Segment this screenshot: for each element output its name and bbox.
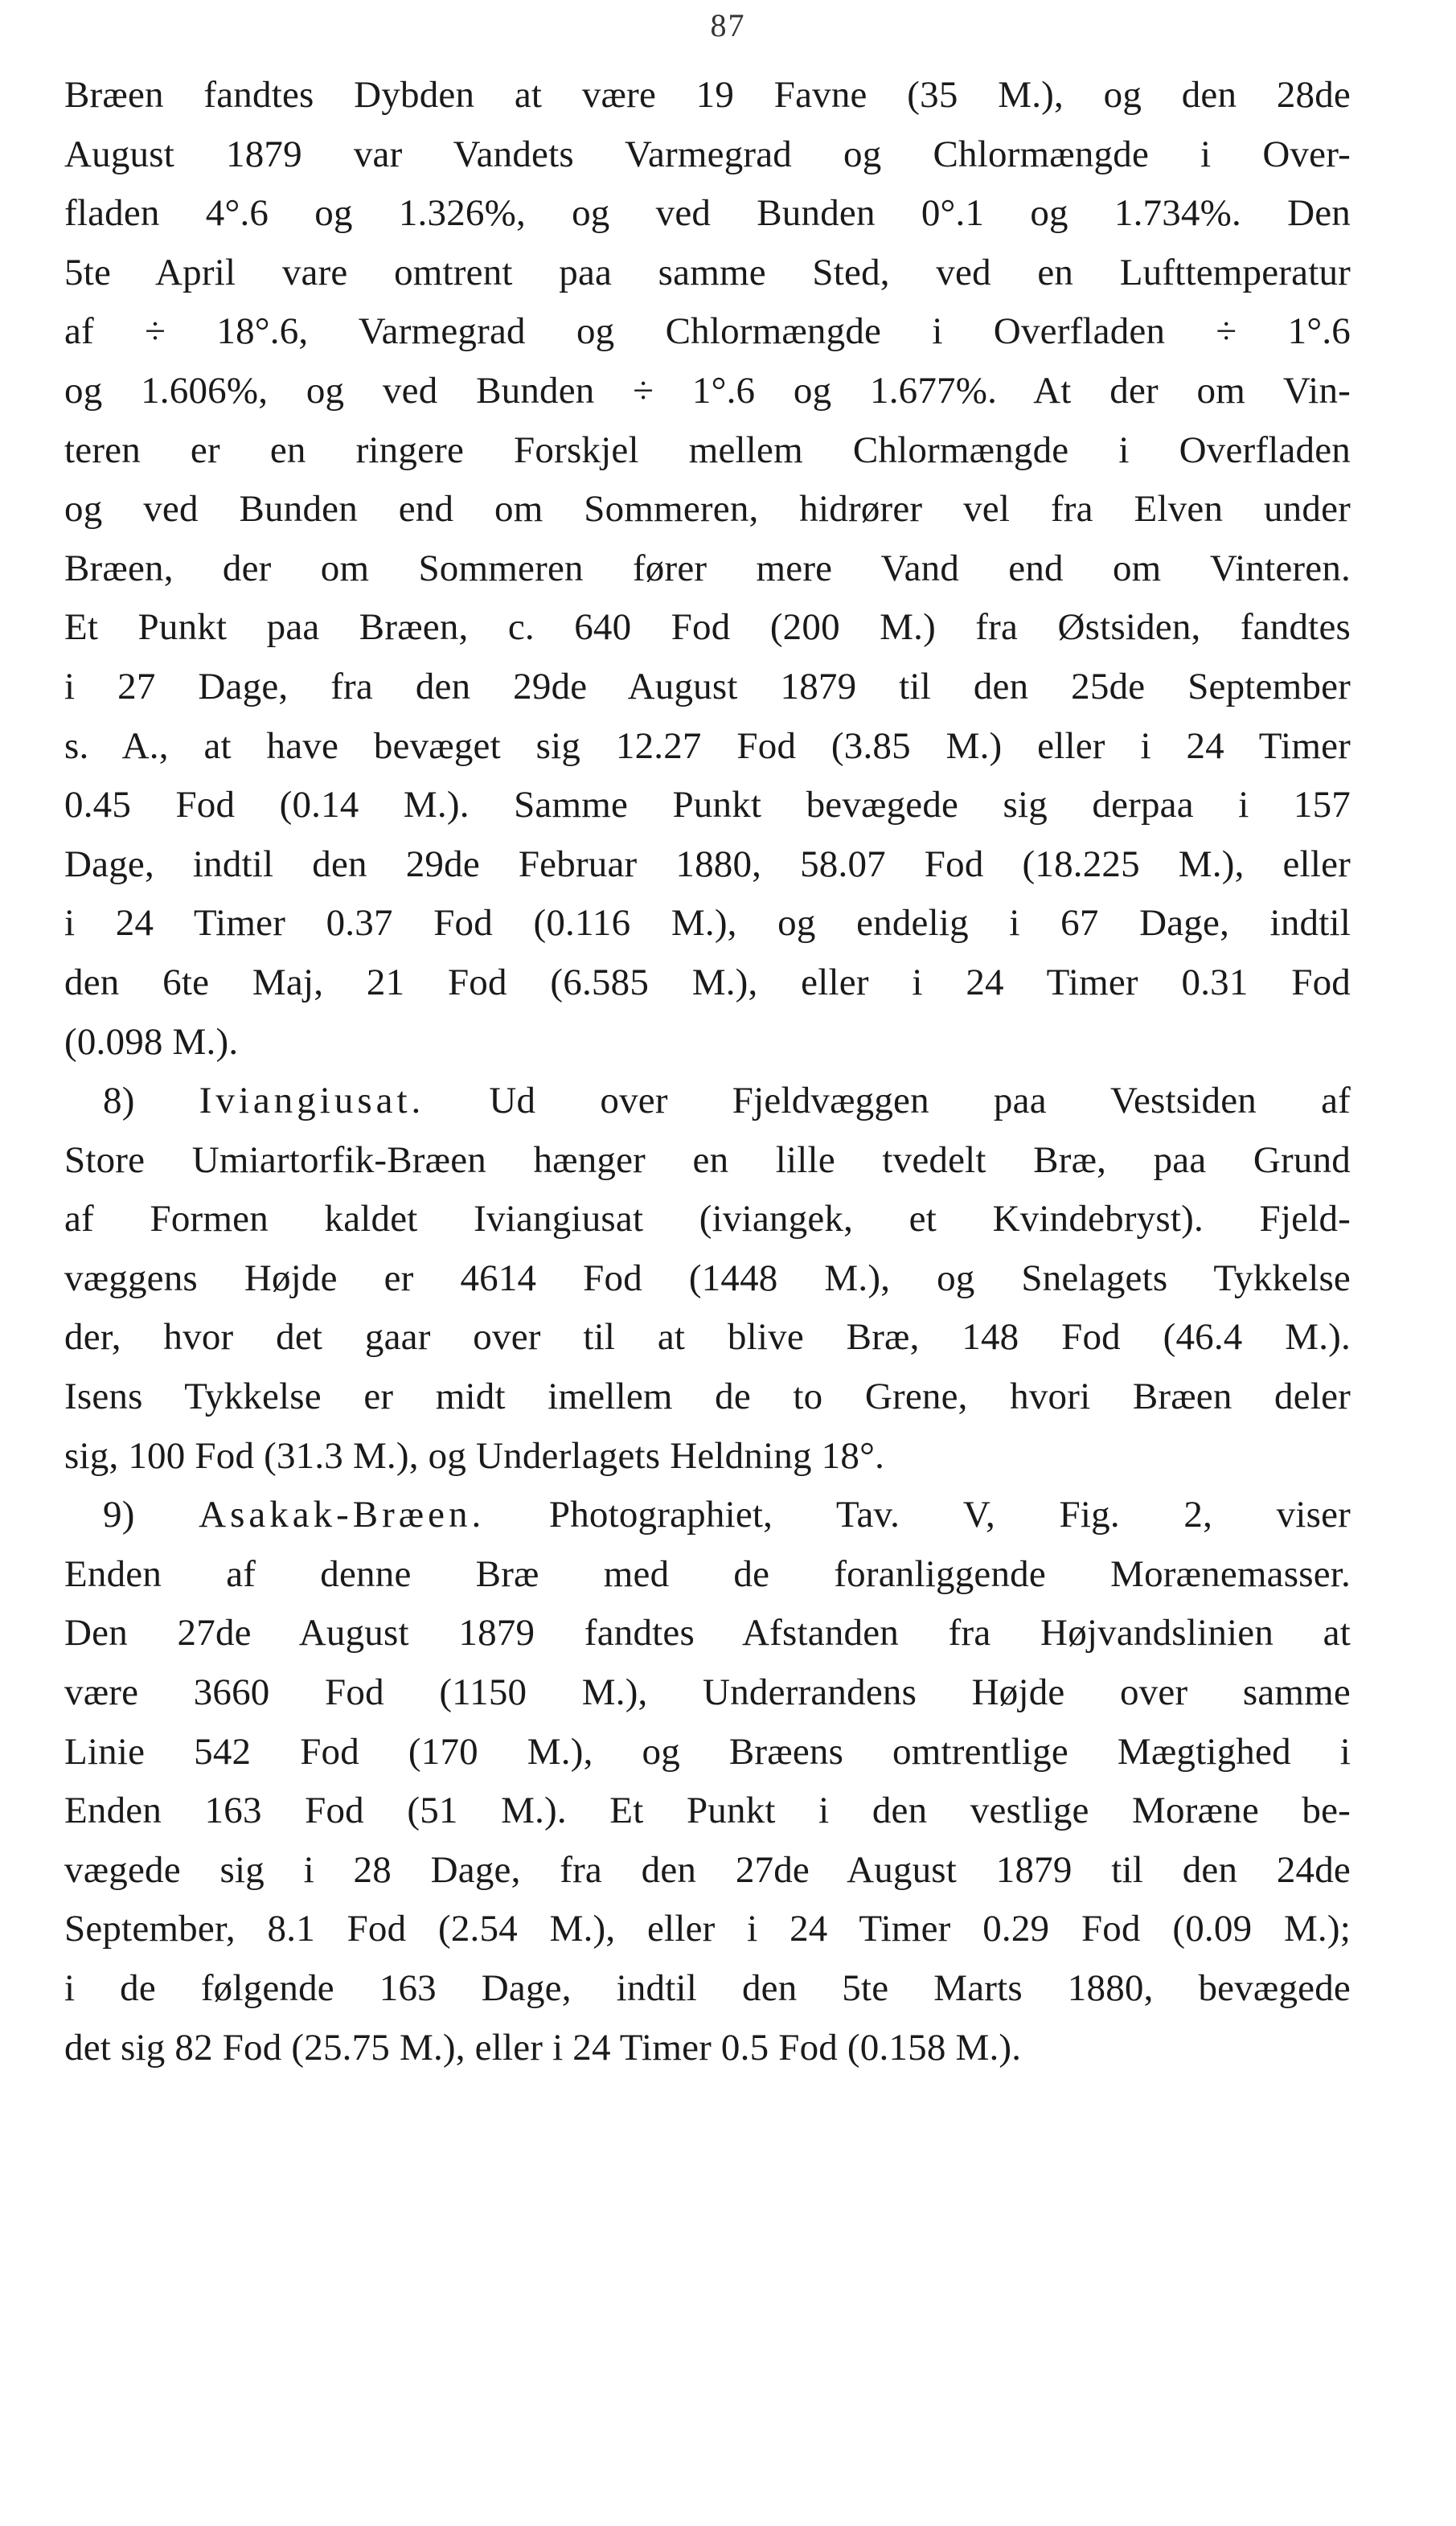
text-line: sig, 100 Fod (31.3 M.), og Underlagets Heldning 18°. xyxy=(64,1434,885,1477)
section-heading: Asakak-Bræen. xyxy=(199,1494,486,1536)
section-first-line xyxy=(64,1072,1351,1131)
section-first-line xyxy=(64,1486,1351,1545)
text-line: i de følgende 163 Dage, indtil den 5te Marts 1880, bevægede xyxy=(64,1967,1351,2009)
text-line: og ved Bunden end om Sommeren, hidrører vel fra Elven under xyxy=(64,488,1351,531)
text-line: Et Punkt paa Bræen, c. 640 Fod (200 M.) fra Østsiden, fandtes xyxy=(64,606,1351,649)
page-number: 87 xyxy=(710,7,746,43)
text-line: og 1.606%, og ved Bunden ÷ 1°.6 og 1.677%. At der om Vin- xyxy=(64,369,1351,412)
text-line: i 24 Timer 0.37 Fod (0.116 M.), og endelig i 67 Dage, indtil xyxy=(64,902,1351,945)
text-line: det sig 82 Fod (25.75 M.), eller i 24 Timer 0.5 Fod (0.158 M.). xyxy=(64,2026,1022,2069)
text-line: Enden af denne Bræ med de foranliggende Morænemasser. xyxy=(64,1552,1351,1595)
paragraph-bunden-measurements xyxy=(64,66,1351,1072)
text-line: September, 8.1 Fod (2.54 M.), eller i 24 Timer 0.29 Fod (0.09 M.); xyxy=(64,1908,1351,1950)
text-line: teren er en ringere Forskjel mellem Chlormængde i Overfladen xyxy=(64,429,1351,471)
text-line: 5te April vare omtrent paa samme Sted, ved en Lufttemperatur xyxy=(64,251,1351,293)
section-heading: Iviangiusat. xyxy=(199,1080,425,1122)
text-line: være 3660 Fod (1150 M.), Underrandens Højde over samme xyxy=(64,1671,1351,1714)
text-line: Isens Tykkelse er midt imellem de to Grene, hvori Bræen deler xyxy=(64,1376,1351,1418)
text-line-fragment: Photographiet, Tav. V, Fig. 2, viser xyxy=(548,1494,1351,1536)
text-line: af ÷ 18°.6, Varmegrad og Chlormængde i Overfladen ÷ 1°.6 xyxy=(64,310,1351,353)
text-line: den 6te Maj, 21 Fod (6.585 M.), eller i 24 Timer 0.31 Fod xyxy=(64,961,1351,1003)
text-line: Enden 163 Fod (51 M.). Et Punkt i den vestlige Moræne be- xyxy=(64,1790,1351,1832)
text-line: vægede sig i 28 Dage, fra den 27de August 1879 til den 24de xyxy=(64,1848,1351,1891)
text-line: Linie 542 Fod (170 M.), og Bræens omtrentlige Mægtighed i xyxy=(64,1730,1351,1773)
text-line: væggens Højde er 4614 Fod (1448 M.), og Snelagets Tykkelse xyxy=(64,1257,1351,1299)
text-line: Bræen, der om Sommeren fører mere Vand end om Vinteren. xyxy=(64,547,1351,589)
section-number: 8) xyxy=(103,1080,135,1122)
text-line: Bræen fandtes Dybden at være 19 Favne (35 M.), og den 28de xyxy=(64,74,1351,116)
paragraph-asakak-braeen xyxy=(64,1486,1351,2077)
text-line: i 27 Dage, fra den 29de August 1879 til den 25de September xyxy=(64,665,1351,707)
text-line: Den 27de August 1879 fandtes Afstanden fra Højvandslinien at xyxy=(64,1612,1351,1655)
text-line: (0.098 M.). xyxy=(64,1020,239,1063)
text-line: der, hvor det gaar over til at blive Bræ, 148 Fod (46.4 M.). xyxy=(64,1316,1351,1359)
text-line: fladen 4°.6 og 1.326%, og ved Bunden 0°.1 og 1.734%. Den xyxy=(64,192,1351,235)
text-line: af Formen kaldet Iviangiusat (iviangek, et Kvindebryst). Fjeld- xyxy=(64,1198,1351,1240)
paragraph-iviangiusat xyxy=(64,1072,1351,1486)
text-line: Dage, indtil den 29de Februar 1880, 58.07 Fod (18.225 M.), eller xyxy=(64,843,1351,885)
text-line: Store Umiartorfik-Bræen hænger en lille tvedelt Bræ, paa Grund xyxy=(64,1138,1351,1181)
section-number: 9) xyxy=(103,1494,135,1536)
text-line-fragment: Ud over Fjeldvæggen paa Vestsiden af xyxy=(489,1080,1351,1122)
text-line: August 1879 var Vandets Varmegrad og Chlormængde i Over- xyxy=(64,133,1351,175)
text-line: 0.45 Fod (0.14 M.). Samme Punkt bevægede sig derpaa i 157 xyxy=(64,784,1351,826)
text-line: s. A., at have bevæget sig 12.27 Fod (3.85 M.) eller i 24 Timer xyxy=(64,724,1351,767)
body-text xyxy=(64,66,1351,2077)
